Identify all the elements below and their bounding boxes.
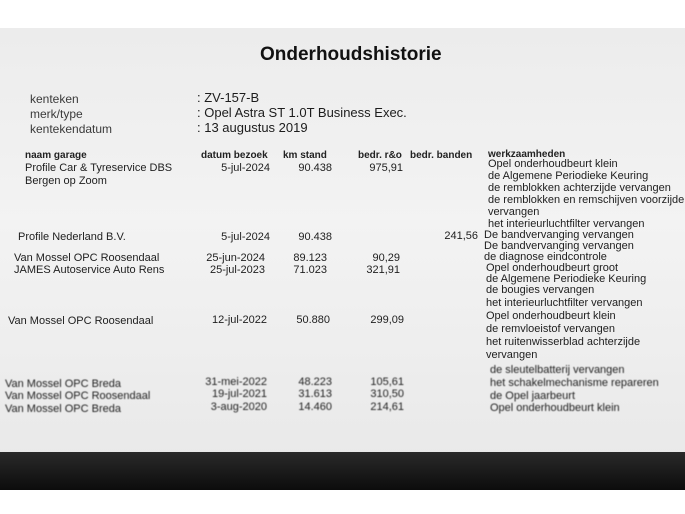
column-header-tyres: bedr. banden: [410, 150, 473, 161]
table-row-km: 50.880: [296, 314, 330, 326]
work-line: het interieurluchtfilter vervangen: [488, 218, 645, 230]
table-row-date: 3-aug-2020: [210, 401, 267, 413]
column-header-km: km stand: [283, 150, 327, 161]
table-row-cost: 299,09: [370, 314, 404, 326]
work-line: het ruitenwisserblad achterzijde: [486, 336, 641, 348]
vehicle-value-date: : 13 augustus 2019: [197, 120, 308, 135]
table-row-cost: 975,91: [369, 162, 403, 174]
work-line: De bandvervanging vervangen: [484, 229, 634, 241]
work-line: de Opel jaarbeurt: [490, 390, 575, 402]
table-row-date: 12-jul-2022: [211, 314, 267, 326]
work-line: het interieurluchtfilter vervangen: [486, 297, 643, 309]
work-line: de Algemene Periodieke Keuring: [486, 273, 647, 285]
table-row-garage-line2: Bergen op Zoom: [25, 175, 107, 187]
table-row-date: 5-jul-2024: [221, 231, 270, 243]
table-row-date: 25-jul-2023: [209, 264, 265, 276]
table-row-km: 14.460: [298, 401, 332, 413]
vehicle-label-make: merk/type: [30, 107, 83, 121]
photo-dark-edge: [0, 452, 685, 490]
work-line: Opel onderhoudbeurt klein: [490, 402, 620, 414]
work-line: De bandvervanging vervangen: [484, 240, 634, 252]
column-header-cost: bedr. r&o: [358, 150, 402, 161]
table-row-cost: 105,61: [370, 376, 404, 388]
work-line: vervangen: [486, 349, 538, 361]
table-row-date: 31-mei-2022: [205, 376, 267, 388]
work-line: de remvloeistof vervangen: [486, 323, 616, 335]
table-row-garage: Profile Nederland B.V.: [18, 231, 126, 243]
table-row-km: 90.438: [298, 231, 332, 243]
work-line: de remblokken en remschijven voorzijde: [488, 194, 685, 206]
maintenance-history-sheet: [0, 28, 685, 460]
table-row-garage: Van Mossel OPC Breda: [5, 378, 121, 390]
work-line: de sleutelbatterij vervangen: [490, 364, 625, 376]
vehicle-label-license: kenteken: [30, 92, 79, 106]
table-row-garage: Van Mossel OPC Breda: [5, 403, 121, 415]
table-row-tyres: 241,56: [444, 230, 478, 242]
table-row-cost: 321,91: [366, 264, 400, 276]
vehicle-value-make: : Opel Astra ST 1.0T Business Exec.: [197, 105, 407, 120]
work-line: vervangen: [488, 206, 540, 218]
work-line: de bougies vervangen: [486, 284, 595, 296]
table-row-garage: Van Mossel OPC Roosendaal: [5, 390, 151, 402]
table-row-garage: Profile Car & Tyreservice DBS: [25, 162, 173, 174]
work-line: de Algemene Periodieke Keuring: [488, 170, 649, 182]
table-row-date: 25-jun-2024: [206, 252, 265, 264]
table-row-cost: 214,61: [370, 401, 404, 413]
table-row-garage: Van Mossel OPC Roosendaal: [8, 315, 154, 327]
table-row-cost: 310,50: [370, 388, 404, 400]
table-row-km: 90.438: [298, 162, 332, 174]
work-line: Opel onderhoudbeurt klein: [488, 158, 618, 170]
table-row-date: 19-jul-2021: [211, 388, 267, 400]
vehicle-label-date: kentekendatum: [30, 122, 113, 136]
work-line: het schakelmechanisme repareren: [490, 377, 659, 389]
work-line: de diagnose eindcontrole: [484, 251, 607, 263]
table-row-km: 71.023: [293, 264, 327, 276]
table-row-km: 48.223: [298, 376, 332, 388]
work-line: Opel onderhoudbeurt klein: [486, 310, 616, 322]
table-row-garage: JAMES Autoservice Auto Rens: [14, 264, 165, 276]
column-header-date: datum bezoek: [201, 150, 268, 161]
table-row-km: 89.123: [293, 252, 327, 264]
work-line: de remblokken achterzijde vervangen: [488, 182, 671, 194]
work-line: Opel onderhoudbeurt groot: [486, 262, 619, 274]
page-title: Onderhoudshistorie: [260, 44, 442, 65]
table-row-date: 5-jul-2024: [221, 162, 270, 174]
vehicle-value-license: : ZV-157-B: [197, 90, 260, 105]
table-row-garage: Van Mossel OPC Roosendaal: [14, 252, 160, 264]
table-row-km: 31.613: [298, 388, 332, 400]
column-header-garage: naam garage: [25, 150, 87, 161]
column-header-work: werkzaamheden: [488, 149, 566, 160]
table-row-cost: 90,29: [372, 252, 400, 264]
